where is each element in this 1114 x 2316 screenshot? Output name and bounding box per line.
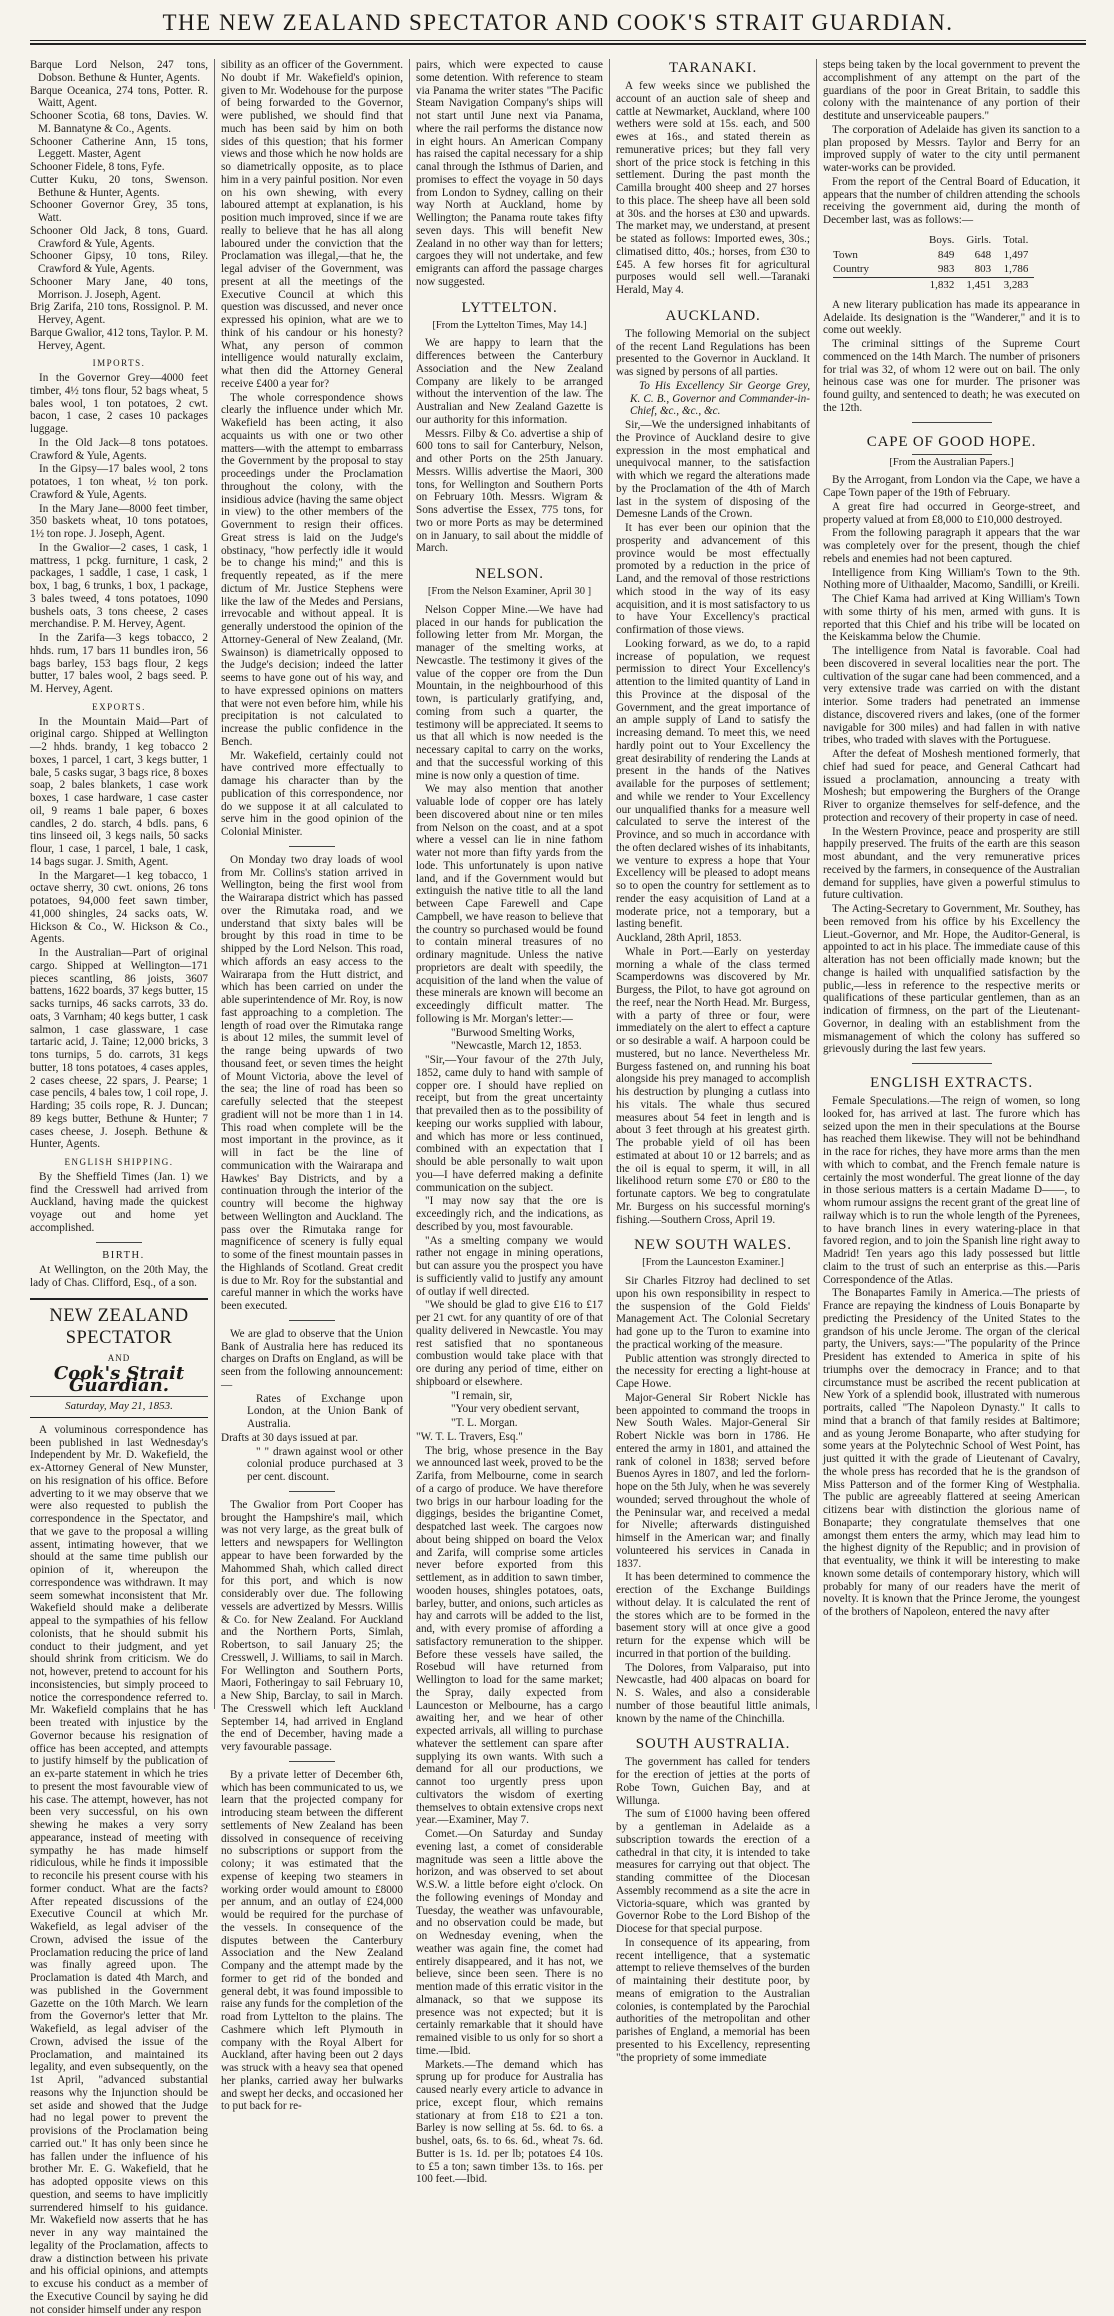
column-2 xyxy=(214,59,409,2113)
import-entry: In the Mary Jane—8000 feet timber, 350 baskets wheat, 10 tons potatoes, 1½ ton rope. J. Joseph, Agent. xyxy=(30,502,208,540)
arrival-entry: Barque Oceanica, 274 tons, Potter. R. Waitt, Agent. xyxy=(30,84,208,110)
corporation-article: The corporation of Adelaide has given its sanction to a plan proposed by Messrs. Taylor and Berry for an improved supply of water to the city until permanent water-works can be provided. xyxy=(823,123,1080,174)
table-cell: 1,786 xyxy=(1003,263,1029,276)
letter-continued: pairs, which were expected to cause some detention. With reference to steam via Panama the writer states "The Pacific Steam Navigation Company's ships will not start until June next via Panama, where the rail performs the distance now in eight hours. An American Company has raised the capital necessary for a ship canal through the Isthmus of Darien, and promises to effect the voyage in 50 days from London to Sydney, calling on their way North at Auckland, home by Wellington; the Panama route takes fifty seven days. This will benefit New Zealand in no other way than for letters; cargoes they will not undertake, and few emigrants can afford the passage charges now suggested. xyxy=(416,59,603,288)
nelson-paragraph: We may also mention that another valuable lode of copper ore has lately been discovered about nine or ten miles from Nelson on the coast, and at a spot where a vessel can lie in nine fathom water not more than fifty yards from the lode. This unfortunately is upon native land, and if the Government would but extinguish the native title to all the land between Cape Farewell and Cape Campbell, we have reason to believe that the country so purchased would be found to contain mineral treasures of no ordinary magnitude. Unless the native proprietors are dealt with speedily, the acquisition of the land when the value of these minerals are known will become an exceedingly difficult matter. The following is Mr. Morgan's letter:— xyxy=(416,783,603,1025)
letter-address: "Burwood Smelting Works, xyxy=(451,1026,575,1039)
editorial-paragraph: The whole correspondence shows clearly the influence under which Mr. Wakefield has been acting, it also acquaints us with one or two other matters—with the attempt to embarrass the Government by the proposal to stay proceedings under the Proclamation throughout the colony, with the insidious advice (having the same object in view) to the other members of the Government to resign their offices. Great stress is laid on the Judge's obstinacy, "how perfectly idle it would be to change his mind;" and this is frequently repeated, as if the mere dictum of Mr. Justice Stephens were like the law of the Medes and Persians, irrevocable and without appeal. It is generally understood the opinion of the Attorney-General of New Zealand, (Mr. Swainson) is diametrically opposed to the Judge's decision; indeed the latter seems to have gone out of his way, and to have expressed opinions on matters that were not even before him, while his precipitation is not calculated to increase the public confidence in the Bench. xyxy=(221,391,403,748)
columns xyxy=(30,59,1086,2316)
column-3 xyxy=(409,59,609,2186)
table-cell: 1,497 xyxy=(1003,248,1029,261)
education-article: From the report of the Central Board of Education, it appears that the number of children attending the schools receiving the government aid, during the month of December last, was as follows:— xyxy=(823,175,1080,226)
issue-date: Saturday, May 21, 1853. xyxy=(30,1396,208,1413)
table-cell: 1,832 xyxy=(923,278,960,293)
exchange-rate-line: " " drawn against wool or other colonial produce purchased at 3 per cent. discount. xyxy=(247,1445,403,1483)
cape-paragraph: From the following paragraph it appears that the war was completely over for the present, though the chief rebels and enemies had not been captured. xyxy=(823,527,1080,565)
sa-paragraph: The government has called for tenders for the erection of jetties at the ports of Robe Town, Guichen Bay, and at Willunga. xyxy=(616,1756,810,1807)
table-header: Total. xyxy=(1003,233,1029,246)
lyttelton-paragraph: Messrs. Filby & Co. advertise a ship of 600 tons to sail for Canterbury, Nelson, and other Ports on the 25th January. Messrs. Willis advertise the Maori, 300 tons, for Wellington and Southern Ports on February 10th. Messrs. Wigram & Sons advertise the Essex, 775 tons, for two or more Ports as may be determined on in January, to sail about the middle of March. xyxy=(416,427,603,555)
markets-article: Markets.—The demand which has sprung up for produce for Australia has caused nearly every article to advance in price, except flour, which remains stationary at from £18 to £21 a ton. Barley is now selling at 5s. 6d. to 6s. a bushel, oats, 6s. to 6s. 6d., wheat 7s. 6d. Butter is 1s. 1d. per lb; potatoes £4 10s. to £5 a ton; sawn timber 13s. to 16s. per 100 feet.—Ibid. xyxy=(416,2058,603,2186)
sa-paragraph: In consequence of its appearing, from recent intelligence, that a systematic attempt to relieve themselves of the burden of maintaining their destitute poor, by means of emigration to the Australian colonies, is contemplated by the Parochial authorities of the metropolitan and other parishes of England, a memorial has been presented to his Excellency, representing "the propriety of some immediate xyxy=(616,1936,810,2064)
wool-article: On Monday two dray loads of wool from Mr. Collins's station arrived in Wellington, being the first wool from the Wairarapa district which has passed over the Rimutaka road, and we understand that sixty bales will be brought by this road in time to be shipped by the Lord Nelson. This road, which affords an easy access to the Wairarapa from the Hutt district, and which has been carried on under the able superintendence of Mr. Roy, is now fast approaching to a completion. The length of road over the Rimutaka range is about 12 miles, the summit level of the range being upwards of two thousand feet, or seven times the height of Mount Victoria, above the level of the sea; the line of road has been so carefully selected that the steepest gradient will not be more than 1 in 14. This road when complete will be the most important in the province, as it will in fact be the line of communication with the Wairarapa and Hawkes' Bay Districts, and by a continuation through the interior of the country will become the highway between Wellington and Auckland. The pass over the Rimutaka range for magnificence of scenery is fully equal to some of the finest mountain passes in the Highlands of Scotland. Great credit is due to Mr. Roy for the substantial and careful manner in which the works have been executed. xyxy=(221,853,403,1312)
table-cell: 648 xyxy=(974,248,992,261)
separator xyxy=(289,1761,335,1762)
column-4 xyxy=(609,59,816,2064)
nsw-paragraph: Public attention was strongly directed to the necessity for erecting a light-house at Cape Howe. xyxy=(616,1352,810,1390)
cape-paragraph: A great fire had occurred in George-street, and property valued at from £8,000 to £10,000 destroyed. xyxy=(823,500,1080,526)
arrival-entry: Brig Zarifa, 210 tons, Rossignol. P. M. Hervey, Agent. xyxy=(30,301,208,326)
whale-article: Whale in Port.—Early on yesterday morning a whale of the class termed Scamperdowns was discovered by Mr. Burgess, the Pilot, to have got aground on the reef, near the North Head. Mr. Burgess, with a party of three or four, were immediately on the alert to effect a capture or so desirable a waif. A harpoon could be mustered, but no lance. Nevertheless Mr. Burgess fastened on, and running his boat alongside his prey managed to accomplish his destruction by plunging a cutlass into his vitals. The whale thus secured measures about 54 feet in length and is about 3 feet through at his greatest girth. The probable yield of oil has been estimated at about 10 or 12 barrels; and as the oil is equal to sperm, it will, in all likelihood return some £70 or £80 to the fortunate captors. We beg to congratulate Mr. Burgess on his successful morning's fishing.—Southern Cross, April 19. xyxy=(616,945,810,1226)
cape-paragraph: By the Arrogant, from London via the Cape, we have a Cape Town paper of the 19th of February. xyxy=(823,474,1080,499)
letter-paragraph: "I may now say that the ore is exceedingly rich, and the indications, as described by you, most favourable. xyxy=(416,1195,603,1233)
import-entry: In the Governor Grey—4000 feet timber, 4½ tons flour, 52 bags wheat, 5 bales wool, 1 ton potatoes, 2 cwt. bacon, 1 case, 2 cases 10 packages luggage. xyxy=(30,372,208,435)
separator xyxy=(912,454,992,455)
separator xyxy=(912,422,992,423)
memorial-date: Auckland, 28th April, 1853. xyxy=(616,932,742,944)
import-entry: In the Gwalior—2 cases, 1 cask, 1 mattress, 1 pckg. furniture, 1 cask, 2 packages, 1 saddle, 1 case, 1 cask, 1 box, 1 bag, 6 trunks, 1 box, 1 package, 3 bales tweed, 4 tons potatoes, 1090 bushels oats, 3 tons cheese, 2 cases merchandise. P. M. Hervey, Agent. xyxy=(30,541,208,631)
arrival-entry: Barque Gwalior, 412 tons, Taylor. P. M. Hervey, Agent. xyxy=(30,326,208,352)
nsw-paragraph: Major-General Sir Robert Nickle has been appointed to command the troops in New South Wales. Major-General Sir Robert Nickle was born in 1786. He entered the army in 1801, and attained the rank of colonel in 1838; served before Buenos Ayres in 1807, and led the forlorn-hope on the 5th July, when he was severely wounded; served throughout the whole of the Peninsular war, and received a medal for Nivelle; afterwards distinguished himself in the American war; and finally volunteered his services in Canada in 1837. xyxy=(616,1391,810,1570)
letter-paragraph: "We should be glad to give £16 to £17 per 21 cwt. for any quantity of ore of that quality delivered in Newcastle. You may rest satisfied that no spontaneous combustion would take place with that ore during any period of time, either on shipboard or elsewhere. xyxy=(416,1299,603,1388)
nsw-paragraph: The Dolores, from Valparaiso, put into Newcastle, had 400 alpacas on board for N. S. Wales, and also a considerable number of those beautiful little animals, known by the name of the Chinchilla. xyxy=(616,1661,810,1725)
birth-heading: BIRTH. xyxy=(102,1249,145,1261)
separator xyxy=(289,1320,335,1321)
auckland-paragraph: The following Memorial on the subject of the recent Land Regulations has been presented to the Governor in Auckland. It was signed by persons of all parties. xyxy=(616,327,810,378)
nsw-paragraph: Sir Charles Fitzroy had declined to set upon his own responsibility in respect to the suspension of the Gold Fields' Management Act. The Colonial Secretary had gone up to the Turon to examine into the practical working of the measure. xyxy=(616,1275,810,1351)
table-cell xyxy=(833,278,923,293)
masthead: THE NEW ZEALAND SPECTATOR AND COOK'S STRAIT GUARDIAN. xyxy=(162,10,954,35)
table-cell: 849 xyxy=(937,248,955,261)
export-entry: In the Australian—Part of original cargo. Shipped at Wellington—171 pieces scantling, 86 joists, 3607 battens, 1622 boards, 37 kegs butter, 15 sacks turnips, 46 sacks carrots, 33 do. oats, 3 Varnham; 40 kegs butter, 1 cask salmon, 1 case glassware, 1 case tartaric acid, J. Taine; 12,000 bricks, 3 tons turnips, 5 do. carrots, 31 kegs butter, 18 tons potatoes, 4 cases apples, 2 cases cheese, 22 spars, J. Pearse; 1 case pencils, 4 bales tow, 1 coil rope, J. Harding; 35 coils rope, R. J. Duncan; 89 kegs butter, Bethune & Hunter; 7 cases cheese, J. Joseph. Bethune & Hunter, Agents. xyxy=(30,947,208,1151)
paper-title: NEW ZEALAND SPECTATOR xyxy=(49,1305,189,1348)
brig-article: The brig, whose presence in the Bay we announced last week, proved to be the Zarifa, from Melbourne, come in search of a cargo of produce. We have therefore two brigs in our harbour loading for the diggings, besides the brigantine Comet, despatched last week. The cargoes now about being shipped on board the Velox and Zarifa, will comprise some articles never before exported from this settlement, as in addition to sawn timber, wooden houses, shingles potatoes, oats, barley, butter, and onions, such articles as hay and carrots will be added to the list, and, with every promise of affording a satisfactory remuneration to the shipper. Before these vessels have sailed, the Rosebud will have returned from Wellington to load for the same market; the Spray, daily expected from Launceston or Melbourne, has a cargo awaiting her, and we hear of other expected arrivals, all willing to purchase whatever the settlement can spare after supplying its own wants. With such a demand for all our productions, we cannot too urgently press upon cultivators the wisdom of exerting themselves to obtain extensive crops next year.—Examiner, May 7. xyxy=(416,1444,604,1827)
arrival-entry: Schooner Scotia, 68 tons, Davies. W. M. Bannatyne & Co., Agents. xyxy=(30,110,208,135)
memorial-address: To His Excellency Sir George Grey, K. C. B., Governor and Commander-in-Chief, &c., &c., &c. xyxy=(630,379,810,418)
table-header: Boys. xyxy=(929,233,955,246)
editorial-paragraph: Mr. Wakefield, certainly could not have contrived more effectually to damage his character than by the publication of this correspondence, nor do we suppose it at all calculated to serve him in the good opinion of the Colonial Minister. xyxy=(221,749,403,838)
import-entry: In the Old Jack—8 tons potatoes. Crawford & Yule, Agents. xyxy=(30,436,208,462)
table-row xyxy=(833,262,1034,277)
column-1 xyxy=(30,59,214,2316)
nelson-source: [From the Nelson Examiner, April 30 ] xyxy=(427,586,592,597)
export-entry: In the Margaret—1 keg tobacco, 1 octave sherry, 30 cwt. onions, 26 tons potatoes, 94,000 feet sawn timber, 41,000 shingles, 24 sacks oats, W. Hickson & Co., W. Hickson & Co., Agents. xyxy=(30,869,208,946)
school-attendance-table xyxy=(833,233,1034,293)
masthead-rule xyxy=(30,40,1086,45)
memorial-paragraph: Looking forward, as we do, to a rapid increase of population, we request permission to direct Your Excellency's attention to the limited quantity of Land in this Province at the disposal of the Government, and the great importance of an ample supply of Land to satisfy the increasing demand. To meet this, we need hardly point out to Your Excellency the great desirability of rendering the Lands at present in the hands of the Natives available for the purposes of settlement; and while we render to Your Excellency our unqualified thanks for a measure well calculated to serve the interest of the Province, and so much in accordance with the often declared wishes of its inhabitants, we venture to express a hope that Your Excellency will be pleased to adopt means so to open the country for settlement as to render the easy acquisition of Land at a moderate price, not a temporary, but a lasting benefit. xyxy=(616,637,810,931)
extract-paragraph: The Bonapartes Family in America.—The priests of France are repaying the kindness of Louis Bonaparte by predicting the Presidency of the United States to the grandson of his uncle Jerome. The organ of the clerical party, the Univers, says:—"The popularity of the Prince President has extended to America in spite of his triumphs over the democracy in France; and to that circumstance must be ascribed the recent publication at New York of a splendid book, illustrated with numerous portraits, called "The Napoleon Dynasty." It calls to mind that a branch of that family resides at Baltimore; and as young Jerome Bonaparte, who after studying for some years at the Polytechnic School of West Point, has just quitted it with the grade of Lieutenant of Cavalry, the whole press has recorded that he is the grandson of Miss Patterson and of the former King of Westphalia. The public are agreeably flattered at seeing American citizens bear with distinction the glorious name of Bonaparte; they congratulate themselves that one amongst them enters the army, which may lead him to the highest dignity of the Republic; and in provision of that eventuality, we think it will be interesting to make known some details of contemporary history, which will probably for many of our readers have the merit of novelty. It is known that the Prince Jerome, the youngest of the brothers of Napoleon, entered the navy after xyxy=(823,1287,1080,1618)
nsw-source: [From the Launceston Examiner.] xyxy=(642,1257,784,1269)
exchange-rates-title: Rates of Exchange upon London, at the Union Bank of Australia. xyxy=(247,1392,403,1430)
comet-article: Comet.—On Saturday and Sunday evening last, a comet of considerable magnitude was seen a little above the horizon, and was observed to set about W.S.W. a little before eight o'clock. On the following evenings of Monday and Tuesday, the weather was unfavourable, and no observation could be made, but on Wednesday evening, when the weather was again fine, the comet had entirely disappeared, and it has not, we believe, since been seen. There is no mention made of this erratic visitor in the almanack, so that we suppose its presence was not expected; but it is certainly remarkable that it should have remained visible to us only for so short a time.—Ibid. xyxy=(416,1828,603,2057)
paper-title-block xyxy=(30,1298,208,1418)
table-row xyxy=(833,248,1034,263)
table-cell: 983 xyxy=(937,263,955,276)
lyttelton-paragraph: We are happy to learn that the differences between the Canterbury Association and the New Zealand Company are likely to be arranged without the intervention of the law. The Australian and New Zealand Gazette is our authority for this information. xyxy=(416,337,603,426)
arrival-entry: Schooner Catherine Ann, 15 tons, Leggett. Master, Agent xyxy=(30,135,208,161)
exchange-rate-line: Drafts at 30 days issued at par. xyxy=(221,1431,359,1444)
arrival-entry: Schooner Old Jack, 8 tons, Guard. Crawford & Yule, Agents. xyxy=(30,224,208,250)
birth-notice: At Wellington, on the 20th May, the lady of Chas. Clifford, Esq., of a son. xyxy=(30,1264,208,1289)
english-shipping-heading: ENGLISH SHIPPING. xyxy=(64,1157,174,1167)
export-entry: In the Mountain Maid—Part of original cargo. Shipped at Wellington—2 hhds. brandy, 1 keg tobacco 2 boxes, 1 parcel, 1 cart, 3 kegs butter, 1 bale, 5 casks sugar, 3 bags rice, 8 boxes soap, 2 bales blankets, 1 case work boxes, 1 case hardware, 1 case caster oil, 9 reams 1 bale paper, 6 boxes candles, 2 do. starch, 4 bdls. pans, 6 tins linseed oil, 3 kegs nails, 50 sacks flour, 1 case, 1 parcel, 1 bale, 1 cask, 14 bags sugar. J. Smith, Agent. xyxy=(30,715,208,868)
column-5 xyxy=(816,59,1086,1709)
letter-paragraph: "Sir,—Your favour of the 27th July, 1852, came duly to hand with sample of copper ore. I should have replied on receipt, but from the great uncertainty that prevailed then as to the possibility of keeping our works supplied with labour, and which has more or less continued, combined with an expectation that I should be able personally to wait upon you—I have deferred making a definite communication on the subject. xyxy=(416,1054,603,1194)
cape-paragraph: The Chief Kama had arrived at King William's Town with some thirty of his men, armed with guns. It is reported that this Chief and his tribe will be located on the Keiskamma below the Chumie. xyxy=(823,593,1080,644)
table-cell: 1,451 xyxy=(960,278,997,293)
gwalior-article: The Gwalior from Port Cooper has brought the Hampshire's mail, which was not very large, as the great bulk of letters and newspapers for Wellington appear to have been forwarded by the Mahommed Shah, which called direct for this port, and which is now considerably over due. The following vessels are advertized by Messrs. Willis & Co. for New Zealand. For Auckland and the Northern Ports, Simlah, Robertson, to sail January 25; the Cresswell, J. Williams, to sail in March. For Wellington and Southern Ports, Maori, Fotheringay to sail February 10, a New Ship, Barclay, to sail in March. The Cresswell which left Auckland September 14, had arrived in England the end of December, having made a very favourable passage. xyxy=(221,1498,403,1753)
letter-date: "Newcastle, March 12, 1853. xyxy=(451,1040,582,1053)
criminal-article: The criminal sittings of the Supreme Court commenced on the 14th March. The number of prisoners for trial was 32, of whom 12 were out on bail. The only heinous case was one for murder. The prisoner was found guilty, and sentenced to death; he was executed on the 12th. xyxy=(823,338,1080,414)
separator xyxy=(912,1063,992,1064)
nsw-paragraph: It has been determined to commence the erection of the Exchange Buildings without delay. It is calculated the rent of the stores which are to be formed in the basement story will at once give a good return for the expense which will be incurred in that portion of the building. xyxy=(616,1571,810,1660)
private-letter-article: By a private letter of December 6th, which has been communicated to us, we learn that the projected company for introducing steam between the different settlements of New Zealand has been dissolved in consequence of receiving no subscriptions or support from the colony; it was estimated that the expense of keeping two steamers in working order would amount to £8000 per annum, and an outlay of £24,000 would be required for the purchase of the vessels. In consequence of the disputes between the Canterbury Association and the New Zealand Company and the attempt made by the former to get rid of the bonded and general debt, it was found impossible to raise any funds for the completion of the road from Lyttelton to the plains. The Cashmere which left Plymouth in company with the Royal Albert for Auckland, after having been out 2 days was struck with a heavy sea that opened her planks, carried away her bulwarks and swept her decks, and occasioned her to put back for re- xyxy=(221,1768,403,2113)
sa-continued: steps being taken by the local government to prevent the accomplishment of any attempt on the part of the guardians of the poor in Great Britain, to saddle this colony with the maintenance of any portion of their destitute and unserviceable paupers." xyxy=(823,59,1080,122)
memorial-paragraph: Sir,—We the undersigned inhabitants of the Province of Auckland desire to give expression in the most emphatical and unequivocal manner, to the satisfaction with which we regard the alterations made by the Proclamation of the 4th of March last in the system of disposing of the Demesne Lands of the Crown. xyxy=(616,419,810,521)
cape-paragraph: Intelligence from King William's Town to the 9th. Nothing more of Uithaalder, Macomo, Sandilli, or Kreili. xyxy=(823,566,1080,592)
sa-heading: SOUTH AUSTRALIA. xyxy=(635,1736,791,1753)
table-header xyxy=(833,233,923,248)
cape-paragraph: The Acting-Secretary to Government, Mr. Southey, has been removed from his office by his Excellency the Lieut.-Governor, and Mr. Hope, the Auditor-General, is appointed to act in his place. The immediate cause of this alteration has not been officially made known; but the change is hailed with unqualified satisfaction by the public,—less in reference to the respective merits or qualifications of these particular gentlemen, than as an indication of firmness, on the part of the Lieutenant-Governor, in dealing with an establishment from the mismanagement of which the colony has suffered so grievously during the last few years. xyxy=(823,903,1080,1056)
lyttelton-heading: LYTTELTON. xyxy=(461,299,558,316)
arrival-entry: Cutter Kuku, 20 tons, Swenson. Bethune & Hunter, Agents. xyxy=(30,173,208,199)
lyttelton-source: [From the Lyttelton Times, May 14.] xyxy=(432,319,587,331)
english-shipping-text: By the Sheffield Times (Jan. 1) we find the Cresswell had arrived from Auckland, having made the quickest voyage out and home yet accomplished. xyxy=(30,1170,208,1234)
auckland-heading: AUCKLAND. xyxy=(665,307,761,324)
exports-heading: EXPORTS. xyxy=(92,701,146,712)
editorial-text: A voluminous correspondence has been published in last Wednesday's Independent by Mr. D. Wakefield, the ex-Attorney General of New Munster, on his resignation of his office. Before adverting to it we may observe that we were also requested to publish the correspondence in the Spectator, and that we gave to the proposal a willing assent, intimating however, that we should at the same time publish our opinion of it, whereupon the correspondence was withdrawn. It may seem somewhat inconsistent that Mr. Wakefield should make a deliberate appeal to the sympathies of his fellow colonists, that he should submit his conduct to their judgment, and yet should shrink from criticism. We do not, however, pretend to account for his inconsistencies, but simply proceed to notice the correspondence referred to. Mr. Wakefield complains that he has been treated with injustice by the Governor because his resignation of office has been accepted, and attempts to justify himself by the publication of an ex-parte statement in which he tries to present the most favourable view of his case. The attempt, however, has not been very successful, on his own shewing he makes a very sorry appearance, instead of meeting with sympathy he has made himself ridiculous, while he finds it impossible to reconcile his present course with his former conduct. What are the facts? After repeated discussions of the Executive Council at which Mr. Wakefield, as legal adviser of the Crown, advised the issue of the Proclamation reducing the price of land was finally agreed upon. The Proclamation is dated 4th March, and was published in the Government Gazette on the 10th March. We learn from the Governor's letter that Mr. Wakefield, as legal adviser of the Crown, advised the issue of the Proclamation, and maintained its legality, and even subsequently, on the 1st April, "advanced substantial reasons why the Injunction should be set aside and showed that the Judge had no legal power to prevent the provisions of the Proclamation being carried out." It has only been since he has fallen under the influence of his brother Mr. E. G. Wakefield, that he has adopted opposite views on this question, and seems to have implicitly surrendered himself to his guidance. Mr. Wakefield now asserts that he has never in any way maintained the legality of the Proclamation, affects to draw a distinction between his private and his official opinions, and attempts to excuse his conduct as a member of the Executive Council by saying he did not consider himself under any respon xyxy=(30,1423,208,2316)
bank-article: We are glad to observe that the Union Bank of Australia here has reduced its charges on Drafts on England, as will be seen from the following announcement:— xyxy=(221,1327,403,1391)
taranaki-heading: TARANAKI. xyxy=(668,60,758,76)
nsw-heading: NEW SOUTH WALES. xyxy=(634,1237,792,1254)
letter-recipient: "W. T. L. Travers, Esq." xyxy=(416,1430,523,1443)
import-entry: In the Gipsy—17 bales wool, 2 tons potatoes, 1 ton wheat, ½ ton pork. Crawford & Yule, Agents. xyxy=(30,463,208,501)
taranaki-article: A few weeks since we published the account of an auction sale of sheep and cattle at Newmarket, Auckland, where 100 wethers were sold at 15s. each, and 500 ewes at 16s., and stated therein as remunerative prices; but they fall very short of the price stock is fetching in this settlement. During the past month the Camilla brought 400 sheep and 27 horses to this place. The sheep have all been sold at 30s. and the horses at £30 and upwards. The market may, we understand, at present be stated as follows: Imported ewes, 30s.; climatised ditto, 40s.; horses, from £30 to £45. A few horses fit for agricultural purposes would sell well.—Taranaki Herald, May 4. xyxy=(616,80,810,296)
separator xyxy=(289,846,335,847)
cape-paragraph: The intelligence from Natal is favorable. Coal had been discovered in several localities near the port. The cultivation of the sugar cane had been commenced, and a very extensive trade was carried on with the distant interior. Some traders had penetrated an immense distance, discovered rivers and lakes, (one of the former navigable for 300 miles) and had fallen in with native tribes, who traded with slaves with the Portuguese. xyxy=(823,645,1080,747)
separator xyxy=(289,1491,335,1492)
shipping-arrivals xyxy=(30,59,208,352)
literary-article: A new literary publication has made its appearance in Adelaide. Its designation is the "Wanderer," and it is to come out weekly. xyxy=(823,298,1080,337)
arrival-entry: Schooner Mary Jane, 40 tons, Morrison. J. Joseph, Agent. xyxy=(30,275,208,301)
paper-subtitle: Cook's Strait Guardian. xyxy=(53,1362,185,1397)
nelson-paragraph: Nelson Copper Mine.—We have had placed in our hands for publication the following letter from Mr. Morgan, the manager of the smelting works, at Newcastle. The testimony it gives of the value of the copper ore from the Dun Mountain, in the neighbourhood of this town, is particularly gratifying, and, coming from such a quarter, the testimony will be appreciated. It seems to us that all which is now needed is the necessary capital to carry on the works, and that the successful working of this mine is now only a question of time. xyxy=(416,603,603,782)
letter-paragraph: "As a smelting company we would rather not engage in mining operations, but can assure you the prospect you have is sufficiently valid to justify any amount of outlay if well directed. xyxy=(416,1234,603,1298)
arrival-entry: Barque Lord Nelson, 247 tons, Dobson. Bethune & Hunter, Agents. xyxy=(30,59,208,84)
separator xyxy=(96,1242,142,1243)
table-header: Girls. xyxy=(966,233,992,246)
letter-closing: "I remain, sir, xyxy=(451,1389,513,1402)
imports-heading: IMPORTS. xyxy=(92,358,146,369)
extract-paragraph: Female Speculations.—The reign of women, so long looked for, has arrived at last. The furore which has seized upon the men in their speculations at the Bourse has reached them likewise. They will not be behindhand in the race for riches, they have more arms than the men with which to combat, and the French female nature is certainly the most wonderful. The great lionne of the day in those serious matters is a certain Madame D——, to whom rumour assigns the recent grant of the great line of railway which is to run the whole length of the Pyrenees, to have branch lines in every watering-place in that favored region, and to join the Spanish line right away to Madrid! Ten years ago this lady possessed but little claim to the trust of such an enterprise as this.—Paris Correspondence of the Atlas. xyxy=(823,1095,1080,1286)
table-total-row xyxy=(833,278,1034,293)
letter-closing: "Your very obedient servant, xyxy=(451,1403,580,1416)
arrival-entry: Schooner Fidele, 8 tons, Fyfe. xyxy=(30,161,165,173)
table-cell: 803 xyxy=(974,263,992,276)
cape-paragraph: In the Western Province, peace and prosperity are still happily preserved. The fruits of the earth are this season most abundant, and the very remunerative prices received by the farmers, in consequence of the Australian demand for supplies, have given a powerful stimulus to future cultivation. xyxy=(823,825,1080,902)
arrival-entry: Schooner Gipsy, 10 tons, Riley. Crawford & Yule, Agents. xyxy=(30,250,208,275)
import-entry: In the Zarifa—3 kegs tobacco, 2 hhds. rum, 17 bars 11 bundles iron, 56 bags barley, 153 bags flour, 2 kegs butter, 17 bales wool, 2 bags seed. P. M. Hervey, Agent. xyxy=(30,632,208,695)
nelson-heading: NELSON. xyxy=(475,566,544,582)
arrival-entry: Schooner Governor Grey, 35 tons, Watt. xyxy=(30,199,208,224)
table-cell: Country xyxy=(833,263,870,276)
letter-signature: "T. L. Morgan. xyxy=(451,1417,518,1429)
cape-heading: CAPE OF GOOD HOPE. xyxy=(866,433,1037,450)
memorial-paragraph: It has ever been our opinion that the prosperity and advancement of this province would be most effectually promoted by a reduction in the price of Land, and the removal of those restrictions which stood in the way of its easy acquisition, and it is most satisfactory to us to have Your Excellency's practical confirmation of those views. xyxy=(616,522,810,636)
table-cell: Town xyxy=(833,248,858,261)
extracts-heading: ENGLISH EXTRACTS. xyxy=(870,1075,1033,1091)
paper-title-and: AND xyxy=(107,1352,131,1363)
sa-paragraph: The sum of £1000 having been offered by a gentleman in Adelaide as a subscription towards the erection of a cathedral in that city, it is intended to take measures for carrying out that object. The standing committee of the Diocesan Assembly recommend as a site the acre in Victoria-square, which was granted by Governor Robe to the Lord Bishop of the Diocese for that special purpose. xyxy=(616,1808,810,1935)
editorial-continued: sibility as an officer of the Government. No doubt if Mr. Wakefield's opinion, given to Mr. Wodehouse for the purpose of being forwarded to the Governor, were published, we should find that much has been said by him on both sides of this question; that his former views and those which he now holds are so diametrically opposite, as to place him in a very painful position. Nor even on his own shewing, with every laboured attempt at explanation, is his position much improved, since if we are really to believe that he has all along laboured under the conviction that the Proclamation was illegal,—that he, the legal adviser of the Government, was present at all the meetings of the Executive Council at which this question was discussed, and never once expressed his opinion, what are we to think of his candour or his honesty? What, any person of common intelligence would naturally exclaim, what then did the Attorney General receive £400 a year for? xyxy=(221,59,403,390)
cape-paragraph: After the defeat of Moshesh mentioned formerly, that chief had sued for peace, and General Cathcart had issued a proclamation, announcing a treaty with Moshesh; but empowering the Burghers of the Orange River to organize themselves for self-defence, and the protection and recovery of their property in case of need. xyxy=(823,748,1080,824)
cape-source: [From the Australian Papers.] xyxy=(889,456,1014,468)
table-cell: 3,283 xyxy=(997,278,1034,293)
